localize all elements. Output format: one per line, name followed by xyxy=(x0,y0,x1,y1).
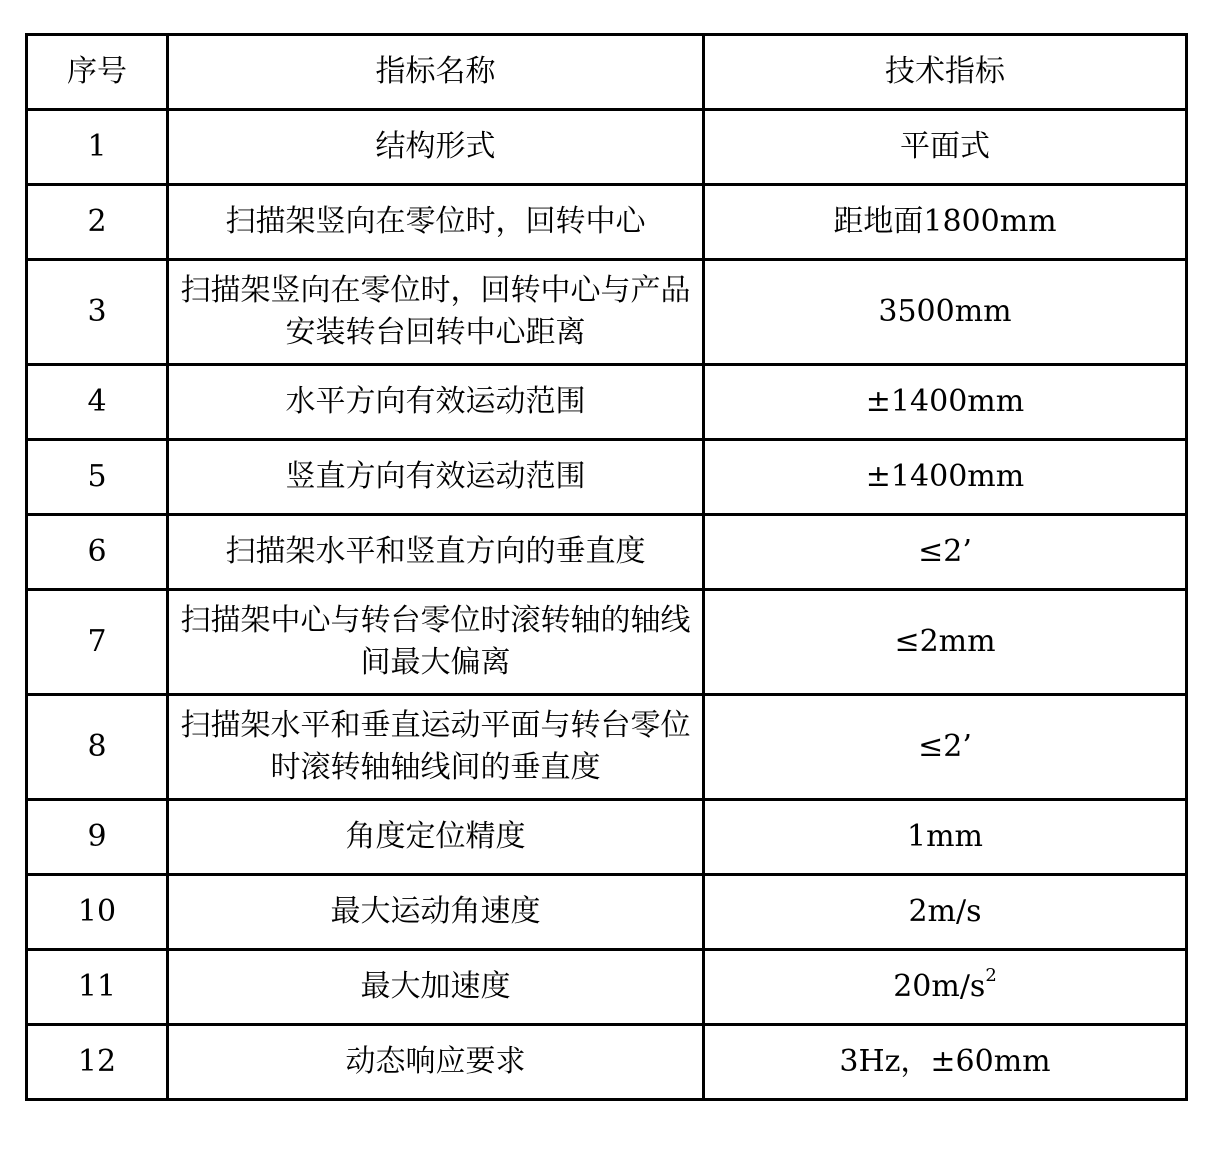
cell-spec: ≤2mm xyxy=(704,590,1187,695)
cell-spec: ±1400mm xyxy=(704,365,1187,440)
cell-name xyxy=(168,185,704,260)
cell-name-text: 扫描架竖向在零位时，回转中心 xyxy=(225,204,646,239)
cell-name xyxy=(168,800,704,875)
header-spec: 技术指标 xyxy=(704,35,1187,110)
header-name: 指标名称 xyxy=(168,35,704,110)
table-row xyxy=(27,365,1187,440)
cell-name xyxy=(168,440,704,515)
cell-name-text: 结构形式 xyxy=(375,129,496,164)
cell-name-text: 竖直方向有效运动范围 xyxy=(285,459,586,494)
cell-name xyxy=(168,365,704,440)
cell-name-text: 扫描架竖向在零位时，回转中心与产品安装转台回转中心距离 xyxy=(180,273,691,350)
table-row xyxy=(27,950,1187,1025)
cell-spec: ≤2’ xyxy=(704,695,1187,800)
superscript-exponent: 2 xyxy=(985,965,997,986)
cell-index: 9 xyxy=(27,800,168,875)
table-header-row xyxy=(27,35,1187,110)
cell-name-text: 最大加速度 xyxy=(360,969,511,1004)
cell-name-text: 水平方向有效运动范围 xyxy=(285,384,586,419)
cell-index: 12 xyxy=(27,1025,168,1100)
table-row xyxy=(27,695,1187,800)
cell-name xyxy=(168,515,704,590)
cell-name xyxy=(168,590,704,695)
table-row xyxy=(27,185,1187,260)
cell-name xyxy=(168,260,704,365)
cell-index: 11 xyxy=(27,950,168,1025)
cell-spec xyxy=(704,950,1187,1025)
header-index: 序号 xyxy=(27,35,168,110)
cell-spec: ≤2’ xyxy=(704,515,1187,590)
cell-index: 4 xyxy=(27,365,168,440)
table-row xyxy=(27,110,1187,185)
cell-index: 5 xyxy=(27,440,168,515)
cell-name-text: 扫描架水平和垂直运动平面与转台零位时滚转轴轴线间的垂直度 xyxy=(180,708,691,785)
table-row xyxy=(27,590,1187,695)
table-row xyxy=(27,875,1187,950)
cell-name xyxy=(168,1025,704,1100)
cell-spec: 2m/s xyxy=(704,875,1187,950)
spec-table xyxy=(25,33,1188,1101)
cell-index: 8 xyxy=(27,695,168,800)
cell-name xyxy=(168,875,704,950)
cell-index: 1 xyxy=(27,110,168,185)
cell-index: 6 xyxy=(27,515,168,590)
cell-name xyxy=(168,695,704,800)
cell-spec: 1mm xyxy=(704,800,1187,875)
cell-spec: 距地面1800mm xyxy=(704,185,1187,260)
cell-name-text: 扫描架水平和竖直方向的垂直度 xyxy=(225,534,646,569)
cell-name xyxy=(168,950,704,1025)
table-row xyxy=(27,515,1187,590)
cell-index: 3 xyxy=(27,260,168,365)
table-row xyxy=(27,1025,1187,1100)
table-row xyxy=(27,800,1187,875)
cell-name xyxy=(168,110,704,185)
cell-name-text: 角度定位精度 xyxy=(345,819,526,854)
cell-index: 7 xyxy=(27,590,168,695)
cell-spec-text: 20m/s xyxy=(893,969,986,1004)
cell-name-text: 最大运动角速度 xyxy=(330,894,541,929)
table-row xyxy=(27,440,1187,515)
cell-spec: 平面式 xyxy=(704,110,1187,185)
cell-index: 2 xyxy=(27,185,168,260)
cell-name-text: 动态响应要求 xyxy=(345,1044,526,1079)
cell-spec: 3Hz，±60mm xyxy=(704,1025,1187,1100)
cell-spec: ±1400mm xyxy=(704,440,1187,515)
table-row xyxy=(27,260,1187,365)
cell-name-text: 扫描架中心与转台零位时滚转轴的轴线间最大偏离 xyxy=(180,603,691,680)
cell-index: 10 xyxy=(27,875,168,950)
cell-spec: 3500mm xyxy=(704,260,1187,365)
